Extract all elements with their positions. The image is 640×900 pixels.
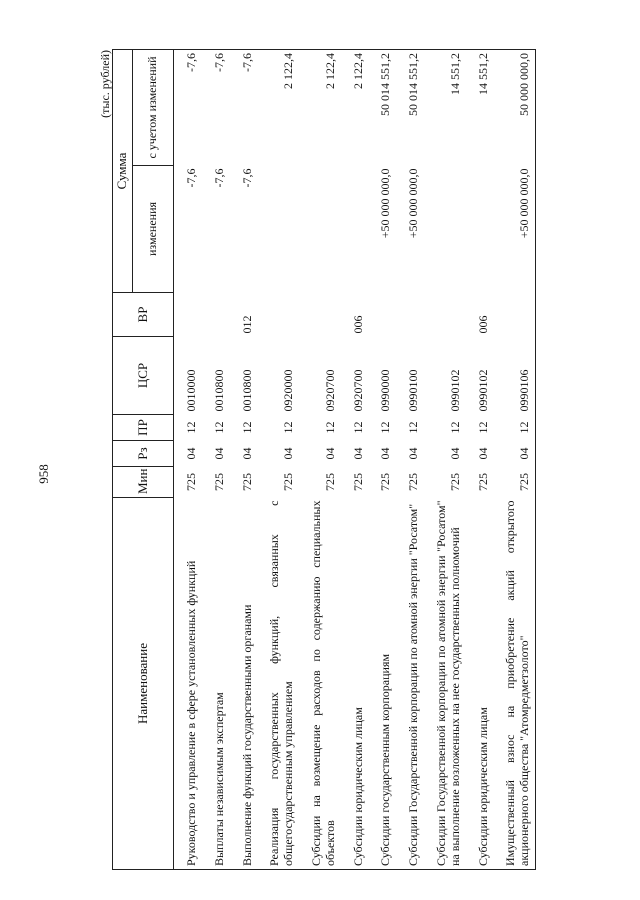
row-pr: 12 — [502, 415, 535, 441]
row-name: Субсидии на возмещение расходов по содержанию специальных объектов — [308, 498, 341, 870]
spacer-cell — [299, 415, 308, 441]
header-csr: ЦСР — [113, 337, 174, 415]
row-min: 725 — [211, 473, 226, 491]
spacer-cell — [173, 467, 183, 498]
row-change: +50 000 000,0 — [502, 166, 535, 293]
row-pr: 12 — [475, 421, 490, 434]
row-total: 2 122,4 — [266, 50, 299, 166]
spacer-cell — [493, 166, 502, 293]
row-spacer — [466, 50, 475, 870]
row-pr: 12 — [281, 421, 296, 434]
row-change: -7,6 — [211, 168, 226, 188]
spacer-cell — [368, 166, 377, 293]
row-pr: 12 — [211, 421, 226, 434]
spacer-cell — [396, 498, 405, 870]
spacer-cell — [299, 293, 308, 337]
spacer-cell — [230, 293, 239, 337]
row-spacer — [424, 50, 433, 870]
row-min: 725 — [378, 473, 393, 491]
row-pr: 12 — [378, 421, 393, 434]
spacer-cell — [368, 415, 377, 441]
row-spacer — [396, 50, 405, 870]
page-number: 958 — [35, 464, 51, 484]
table-row — [183, 50, 202, 870]
row-total: 50 014 551,2 — [405, 50, 424, 166]
row-change: +50 000 000,0 — [378, 168, 393, 239]
table-row — [433, 50, 466, 870]
row-spacer — [257, 50, 266, 870]
row-pr: 12 — [322, 421, 337, 434]
spacer-cell — [424, 293, 433, 337]
spacer-cell — [341, 415, 350, 441]
table-row — [405, 50, 424, 870]
spacer-cell — [493, 441, 502, 467]
spacer-cell — [466, 166, 475, 293]
row-spacer — [173, 50, 183, 870]
row-total: -7,6 — [239, 50, 258, 166]
table-row — [377, 50, 396, 870]
spacer-cell — [173, 166, 183, 293]
row-spacer — [341, 50, 350, 870]
spacer-cell — [466, 415, 475, 441]
spacer-cell — [173, 498, 183, 870]
row-name: Субсидии государственным корпорациям — [377, 498, 396, 870]
row-name: Субсидии Государственной корпорации по атомной энергии "Росатом" — [405, 498, 424, 870]
spacer-cell — [396, 467, 405, 498]
header-izmeneniya: изменения — [132, 166, 173, 293]
row-rz: 04 — [502, 441, 535, 467]
spacer-cell — [173, 293, 183, 337]
row-rz: 04 — [378, 447, 393, 460]
row-rz: 04 — [211, 447, 226, 460]
row-min: 725 — [406, 473, 421, 491]
row-change — [475, 166, 494, 293]
spacer-cell — [368, 441, 377, 467]
row-vr — [377, 293, 396, 337]
header-s-uchetom: с учетом изменений — [132, 50, 173, 166]
spacer-cell — [202, 337, 211, 415]
row-name: Выполнение функций государственными органами — [239, 498, 258, 870]
row-spacer — [230, 50, 239, 870]
row-rz: 04 — [475, 447, 490, 460]
spacer-cell — [341, 467, 350, 498]
table-row — [266, 50, 299, 870]
header-vr: ВР — [113, 293, 174, 337]
row-vr: 006 — [350, 315, 365, 334]
row-csr: 0010000 — [183, 369, 198, 412]
spacer-cell — [466, 50, 475, 166]
spacer-cell — [341, 50, 350, 166]
spacer-cell — [493, 467, 502, 498]
spacer-cell — [299, 166, 308, 293]
row-csr: 0990102 — [447, 369, 462, 412]
row-min: 725 — [281, 473, 296, 491]
row-rz: 04 — [350, 447, 365, 460]
spacer-cell — [202, 415, 211, 441]
budget-table — [112, 49, 536, 870]
row-rz: 04 — [183, 447, 198, 460]
spacer-cell — [341, 441, 350, 467]
spacer-cell — [424, 498, 433, 870]
spacer-cell — [466, 498, 475, 870]
row-pr: 12 — [406, 421, 421, 434]
row-min: 725 — [322, 473, 337, 491]
spacer-cell — [202, 467, 211, 498]
row-csr: 0920700 — [350, 369, 365, 412]
spacer-cell — [173, 337, 183, 415]
row-rz: 04 — [322, 447, 337, 460]
spacer-cell — [424, 415, 433, 441]
spacer-cell — [299, 50, 308, 166]
row-name: Субсидии юридическим лицам — [350, 498, 369, 870]
row-total: 50 000 000,0 — [502, 50, 535, 166]
spacer-cell — [257, 415, 266, 441]
spacer-cell — [230, 337, 239, 415]
row-min: 725 — [239, 473, 254, 491]
spacer-cell — [202, 293, 211, 337]
units-label: (тыс. рублей) — [98, 50, 112, 118]
row-vr — [405, 293, 424, 337]
table-row — [308, 50, 341, 870]
spacer-cell — [396, 441, 405, 467]
row-pr: 12 — [239, 421, 254, 434]
row-csr: 0010800 — [211, 369, 226, 412]
row-pr: 12 — [350, 421, 365, 434]
spacer-cell — [230, 166, 239, 293]
row-vr — [308, 293, 341, 337]
spacer-cell — [173, 441, 183, 467]
row-csr: 0990106 — [502, 337, 535, 415]
spacer-cell — [493, 293, 502, 337]
spacer-cell — [466, 441, 475, 467]
header-name: Наименование — [113, 498, 174, 870]
spacer-cell — [257, 50, 266, 166]
header-pr: ПР — [113, 415, 174, 441]
spacer-cell — [424, 166, 433, 293]
spacer-cell — [257, 337, 266, 415]
spacer-cell — [368, 50, 377, 166]
row-min: 725 — [183, 473, 198, 491]
spacer-cell — [230, 441, 239, 467]
spacer-cell — [299, 498, 308, 870]
table-row — [239, 50, 258, 870]
spacer-cell — [368, 293, 377, 337]
spacer-cell — [341, 293, 350, 337]
spacer-cell — [466, 467, 475, 498]
row-change: +50 000 000,0 — [406, 168, 421, 239]
row-min: 725 — [350, 473, 365, 491]
row-name: Имущественный взнос на приобретение акций открытого акционерного общества "Атомредметзолото" — [502, 498, 535, 870]
row-vr — [211, 293, 230, 337]
row-csr: 0990102 — [475, 369, 490, 412]
row-change — [308, 166, 341, 293]
row-change — [350, 166, 369, 293]
spacer-cell — [257, 498, 266, 870]
row-change: -7,6 — [183, 168, 198, 188]
spacer-cell — [424, 441, 433, 467]
spacer-cell — [493, 415, 502, 441]
spacer-cell — [368, 337, 377, 415]
row-total: 2 122,4 — [350, 50, 369, 166]
row-vr: 006 — [475, 315, 490, 334]
table-row — [211, 50, 230, 870]
row-spacer — [202, 50, 211, 870]
spacer-cell — [396, 50, 405, 166]
spacer-cell — [173, 415, 183, 441]
row-name: Руководство и управление в сфере установленных функций — [183, 498, 202, 870]
row-rz: 04 — [406, 447, 421, 460]
row-change — [266, 166, 299, 293]
spacer-cell — [202, 166, 211, 293]
row-min: 725 — [475, 473, 490, 491]
spacer-cell — [202, 50, 211, 166]
row-vr — [183, 293, 202, 337]
row-csr: 0920700 — [322, 369, 337, 412]
spacer-cell — [493, 337, 502, 415]
spacer-cell — [230, 498, 239, 870]
row-vr — [433, 293, 466, 337]
spacer-cell — [341, 498, 350, 870]
rotated-page — [98, 50, 578, 870]
row-total: -7,6 — [183, 50, 202, 166]
header-rz: Рз — [113, 441, 174, 467]
spacer-cell — [493, 498, 502, 870]
row-rz: 04 — [239, 447, 254, 460]
table-row — [350, 50, 369, 870]
row-spacer — [493, 50, 502, 870]
spacer-cell — [368, 467, 377, 498]
row-total: 14 551,2 — [475, 50, 494, 166]
spacer-cell — [257, 467, 266, 498]
row-rz: 04 — [447, 447, 462, 460]
row-total: 2 122,4 — [308, 50, 341, 166]
table-row — [475, 50, 494, 870]
spacer-cell — [341, 166, 350, 293]
spacer-cell — [341, 337, 350, 415]
row-csr: 0990000 — [378, 369, 393, 412]
spacer-cell — [257, 293, 266, 337]
spacer-cell — [396, 337, 405, 415]
row-vr — [502, 293, 535, 337]
spacer-cell — [202, 498, 211, 870]
table-row — [502, 50, 535, 870]
row-change: -7,6 — [239, 168, 254, 188]
row-name: Субсидии юридическим лицам — [475, 498, 494, 870]
row-total: 50 014 551,2 — [377, 50, 396, 166]
spacer-cell — [424, 337, 433, 415]
spacer-cell — [424, 467, 433, 498]
row-name: Реализация государственных функций, связанных с общегосударственным управлением — [266, 498, 299, 870]
spacer-cell — [396, 293, 405, 337]
row-total: -7,6 — [211, 50, 230, 166]
spacer-cell — [396, 415, 405, 441]
row-pr: 12 — [183, 421, 198, 434]
header-min: Мин — [113, 467, 174, 498]
row-name: Выплаты независимым экспертам — [211, 498, 230, 870]
row-csr: 0920000 — [281, 369, 296, 412]
row-total: 14 551,2 — [433, 50, 466, 166]
spacer-cell — [173, 50, 183, 166]
row-csr: 0010800 — [239, 369, 254, 412]
spacer-cell — [466, 337, 475, 415]
spacer-cell — [230, 50, 239, 166]
spacer-cell — [368, 498, 377, 870]
table-body — [173, 50, 535, 870]
spacer-cell — [230, 467, 239, 498]
spacer-cell — [257, 441, 266, 467]
row-pr: 12 — [447, 421, 462, 434]
row-spacer — [299, 50, 308, 870]
spacer-cell — [230, 415, 239, 441]
spacer-cell — [493, 50, 502, 166]
spacer-cell — [299, 467, 308, 498]
row-csr: 0990100 — [406, 369, 421, 412]
header-row-1 — [113, 50, 133, 870]
spacer-cell — [466, 293, 475, 337]
spacer-cell — [424, 50, 433, 166]
spacer-cell — [257, 166, 266, 293]
row-vr: 012 — [239, 315, 254, 334]
row-min: 725 — [447, 473, 462, 491]
spacer-cell — [202, 441, 211, 467]
row-change — [433, 166, 466, 293]
row-vr — [266, 293, 299, 337]
row-name: Субсидии Государственной корпорации по атомной энергии "Росатом" на выполнение возложенных на нее государственных полномочий — [433, 498, 466, 870]
row-spacer — [368, 50, 377, 870]
spacer-cell — [299, 441, 308, 467]
row-min: 725 — [502, 467, 535, 498]
header-summa: Сумма — [113, 50, 133, 293]
spacer-cell — [396, 166, 405, 293]
row-rz: 04 — [281, 447, 296, 460]
spacer-cell — [299, 337, 308, 415]
